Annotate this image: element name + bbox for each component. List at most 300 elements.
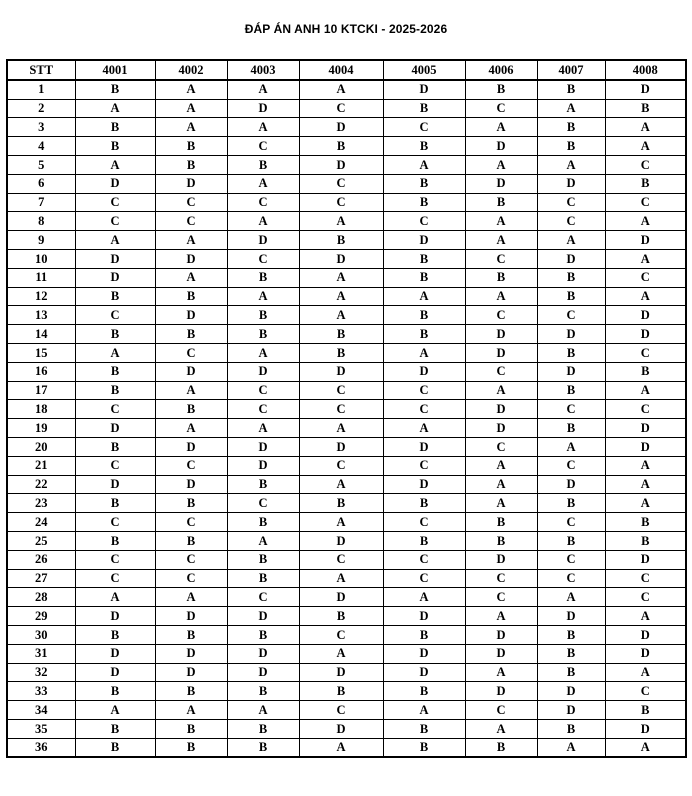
answer-cell: B bbox=[383, 174, 465, 193]
answer-cell: C bbox=[155, 456, 227, 475]
answer-cell: D bbox=[465, 419, 537, 438]
column-header-exam-code: 4003 bbox=[227, 60, 299, 80]
answer-cell: D bbox=[465, 137, 537, 156]
answer-cell: A bbox=[75, 343, 155, 362]
answer-cell: D bbox=[605, 80, 686, 99]
table-row bbox=[7, 174, 686, 193]
question-number-cell: 10 bbox=[7, 249, 75, 268]
answer-cell: C bbox=[537, 456, 605, 475]
answer-cell: B bbox=[383, 193, 465, 212]
answer-cell: B bbox=[537, 381, 605, 400]
answer-cell: B bbox=[605, 531, 686, 550]
answer-cell: D bbox=[537, 607, 605, 626]
answer-cell: C bbox=[465, 588, 537, 607]
answer-cell: D bbox=[465, 174, 537, 193]
column-header-exam-code: 4001 bbox=[75, 60, 155, 80]
question-number-cell: 1 bbox=[7, 80, 75, 99]
table-row bbox=[7, 137, 686, 156]
answer-cell: A bbox=[383, 419, 465, 438]
answer-cell: A bbox=[299, 644, 383, 663]
answer-cell: A bbox=[155, 701, 227, 720]
answer-cell: B bbox=[155, 494, 227, 513]
answer-cell: D bbox=[155, 249, 227, 268]
answer-cell: D bbox=[383, 607, 465, 626]
answer-cell: C bbox=[75, 569, 155, 588]
answer-cell: B bbox=[227, 569, 299, 588]
answer-cell: B bbox=[299, 607, 383, 626]
table-row bbox=[7, 99, 686, 118]
question-number-cell: 25 bbox=[7, 531, 75, 550]
answer-cell: A bbox=[465, 719, 537, 738]
answer-cell: D bbox=[605, 437, 686, 456]
answer-cell: D bbox=[465, 550, 537, 569]
answer-cell: A bbox=[227, 118, 299, 137]
answer-cell: C bbox=[299, 625, 383, 644]
answer-cell: C bbox=[465, 437, 537, 456]
answer-cell: B bbox=[465, 513, 537, 532]
answer-cell: A bbox=[537, 738, 605, 757]
answer-cell: B bbox=[227, 306, 299, 325]
answer-cell: D bbox=[383, 475, 465, 494]
answer-cell: D bbox=[605, 625, 686, 644]
answer-cell: D bbox=[537, 682, 605, 701]
question-number-cell: 6 bbox=[7, 174, 75, 193]
answer-cell: C bbox=[227, 137, 299, 156]
question-number-cell: 8 bbox=[7, 212, 75, 231]
answer-cell: D bbox=[605, 719, 686, 738]
answer-cell: B bbox=[75, 719, 155, 738]
table-row bbox=[7, 663, 686, 682]
answer-cell: D bbox=[155, 644, 227, 663]
answer-cell: C bbox=[227, 494, 299, 513]
answer-cell: B bbox=[299, 137, 383, 156]
answer-cell: B bbox=[155, 738, 227, 757]
answer-cell: D bbox=[537, 701, 605, 720]
answer-cell: B bbox=[299, 231, 383, 250]
answer-cell: C bbox=[605, 343, 686, 362]
answer-cell: A bbox=[299, 419, 383, 438]
answer-cell: C bbox=[605, 400, 686, 419]
answer-cell: A bbox=[465, 494, 537, 513]
answer-cell: D bbox=[465, 325, 537, 344]
answer-cell: C bbox=[465, 249, 537, 268]
answer-cell: C bbox=[75, 306, 155, 325]
answer-cell: B bbox=[227, 550, 299, 569]
question-number-cell: 24 bbox=[7, 513, 75, 532]
answer-cell: A bbox=[155, 99, 227, 118]
question-number-cell: 36 bbox=[7, 738, 75, 757]
question-number-cell: 19 bbox=[7, 419, 75, 438]
table-row bbox=[7, 494, 686, 513]
answer-cell: C bbox=[605, 682, 686, 701]
question-number-cell: 18 bbox=[7, 400, 75, 419]
answer-cell: B bbox=[537, 494, 605, 513]
answer-cell: A bbox=[383, 155, 465, 174]
answer-cell: C bbox=[299, 456, 383, 475]
answer-cell: D bbox=[299, 155, 383, 174]
answer-cell: D bbox=[227, 231, 299, 250]
answer-cell: A bbox=[155, 268, 227, 287]
answer-cell: C bbox=[299, 400, 383, 419]
answer-cell: B bbox=[75, 531, 155, 550]
answer-cell: B bbox=[465, 268, 537, 287]
answer-cell: A bbox=[605, 137, 686, 156]
answer-cell: A bbox=[299, 287, 383, 306]
answer-cell: D bbox=[537, 362, 605, 381]
answer-cell: D bbox=[155, 607, 227, 626]
answer-cell: D bbox=[383, 437, 465, 456]
answer-cell: D bbox=[383, 231, 465, 250]
answer-cell: C bbox=[299, 381, 383, 400]
answer-cell: A bbox=[383, 588, 465, 607]
answer-cell: B bbox=[537, 663, 605, 682]
answer-cell: A bbox=[155, 231, 227, 250]
answer-cell: D bbox=[299, 531, 383, 550]
column-header-exam-code: 4002 bbox=[155, 60, 227, 80]
answer-cell: D bbox=[75, 607, 155, 626]
answer-cell: C bbox=[465, 701, 537, 720]
answer-cell: A bbox=[155, 80, 227, 99]
question-number-cell: 22 bbox=[7, 475, 75, 494]
question-number-cell: 30 bbox=[7, 625, 75, 644]
table-row bbox=[7, 325, 686, 344]
answer-cell: A bbox=[227, 701, 299, 720]
answer-cell: A bbox=[299, 738, 383, 757]
answer-cell: A bbox=[227, 531, 299, 550]
answer-cell: B bbox=[299, 682, 383, 701]
answer-cell: A bbox=[605, 738, 686, 757]
answer-cell: B bbox=[537, 118, 605, 137]
table-row bbox=[7, 193, 686, 212]
question-number-cell: 3 bbox=[7, 118, 75, 137]
answer-cell: B bbox=[383, 249, 465, 268]
answer-cell: C bbox=[75, 550, 155, 569]
answer-cell: D bbox=[465, 343, 537, 362]
answer-cell: B bbox=[75, 80, 155, 99]
answer-cell: B bbox=[75, 625, 155, 644]
table-row bbox=[7, 531, 686, 550]
answer-cell: B bbox=[537, 343, 605, 362]
answer-cell: A bbox=[465, 456, 537, 475]
answer-cell: A bbox=[465, 381, 537, 400]
answer-cell: D bbox=[299, 118, 383, 137]
answer-cell: B bbox=[383, 738, 465, 757]
answer-cell: B bbox=[227, 682, 299, 701]
answer-cell: D bbox=[299, 437, 383, 456]
answer-cell: B bbox=[227, 513, 299, 532]
answer-cell: B bbox=[537, 625, 605, 644]
answer-cell: C bbox=[75, 513, 155, 532]
question-number-cell: 12 bbox=[7, 287, 75, 306]
answer-cell: C bbox=[227, 400, 299, 419]
answer-cell: C bbox=[537, 513, 605, 532]
answer-cell: B bbox=[383, 625, 465, 644]
question-number-cell: 23 bbox=[7, 494, 75, 513]
answer-cell: A bbox=[75, 99, 155, 118]
answer-cell: A bbox=[537, 588, 605, 607]
answer-cell: B bbox=[383, 137, 465, 156]
answer-cell: C bbox=[75, 456, 155, 475]
answer-cell: A bbox=[299, 306, 383, 325]
answer-cell: B bbox=[537, 719, 605, 738]
answer-cell: D bbox=[227, 663, 299, 682]
answer-cell: D bbox=[75, 268, 155, 287]
question-number-cell: 14 bbox=[7, 325, 75, 344]
answer-cell: D bbox=[605, 231, 686, 250]
answer-cell: C bbox=[75, 193, 155, 212]
question-number-cell: 32 bbox=[7, 663, 75, 682]
answer-cell: B bbox=[605, 701, 686, 720]
table-row bbox=[7, 343, 686, 362]
table-row bbox=[7, 306, 686, 325]
answer-cell: A bbox=[155, 118, 227, 137]
answer-cell: B bbox=[465, 531, 537, 550]
answer-key-table bbox=[6, 59, 687, 758]
question-number-cell: 11 bbox=[7, 268, 75, 287]
question-number-cell: 35 bbox=[7, 719, 75, 738]
column-header-exam-code: 4008 bbox=[605, 60, 686, 80]
answer-cell: C bbox=[299, 193, 383, 212]
answer-cell: A bbox=[537, 231, 605, 250]
answer-cell: C bbox=[227, 193, 299, 212]
answer-cell: B bbox=[155, 325, 227, 344]
answer-cell: D bbox=[155, 663, 227, 682]
answer-cell: C bbox=[605, 588, 686, 607]
answer-cell: D bbox=[605, 419, 686, 438]
answer-cell: C bbox=[299, 174, 383, 193]
answer-cell: B bbox=[75, 381, 155, 400]
answer-cell: C bbox=[465, 99, 537, 118]
answer-cell: D bbox=[155, 362, 227, 381]
answer-cell: A bbox=[299, 569, 383, 588]
table-row bbox=[7, 287, 686, 306]
answer-cell: A bbox=[75, 701, 155, 720]
answer-cell: C bbox=[383, 569, 465, 588]
table-row bbox=[7, 550, 686, 569]
answer-cell: B bbox=[75, 738, 155, 757]
answer-cell: C bbox=[537, 550, 605, 569]
answer-cell: D bbox=[75, 419, 155, 438]
answer-cell: A bbox=[227, 212, 299, 231]
answer-cell: B bbox=[227, 625, 299, 644]
answer-cell: D bbox=[75, 174, 155, 193]
answer-cell: A bbox=[299, 212, 383, 231]
question-number-cell: 13 bbox=[7, 306, 75, 325]
question-number-cell: 26 bbox=[7, 550, 75, 569]
table-row bbox=[7, 381, 686, 400]
table-row bbox=[7, 569, 686, 588]
answer-cell: D bbox=[75, 249, 155, 268]
answer-cell: A bbox=[227, 419, 299, 438]
answer-cell: D bbox=[605, 325, 686, 344]
answer-cell: D bbox=[299, 719, 383, 738]
answer-cell: C bbox=[537, 569, 605, 588]
answer-cell: B bbox=[155, 682, 227, 701]
table-row bbox=[7, 607, 686, 626]
answer-cell: C bbox=[537, 193, 605, 212]
answer-cell: A bbox=[605, 212, 686, 231]
answer-cell: C bbox=[605, 569, 686, 588]
answer-cell: D bbox=[155, 306, 227, 325]
answer-cell: D bbox=[299, 588, 383, 607]
answer-cell: B bbox=[465, 738, 537, 757]
answer-cell: A bbox=[299, 513, 383, 532]
answer-cell: C bbox=[155, 550, 227, 569]
answer-cell: D bbox=[227, 362, 299, 381]
answer-cell: A bbox=[605, 287, 686, 306]
answer-cell: A bbox=[605, 456, 686, 475]
answer-cell: D bbox=[383, 644, 465, 663]
table-header-row bbox=[7, 60, 686, 80]
question-number-cell: 15 bbox=[7, 343, 75, 362]
answer-cell: A bbox=[605, 494, 686, 513]
answer-cell: D bbox=[537, 249, 605, 268]
answer-cell: B bbox=[155, 625, 227, 644]
table-row bbox=[7, 155, 686, 174]
answer-cell: D bbox=[465, 644, 537, 663]
answer-cell: A bbox=[227, 80, 299, 99]
answer-cell: D bbox=[537, 174, 605, 193]
answer-cell: A bbox=[299, 475, 383, 494]
table-row bbox=[7, 118, 686, 137]
table-row bbox=[7, 362, 686, 381]
table-row bbox=[7, 268, 686, 287]
answer-cell: D bbox=[383, 80, 465, 99]
table-body bbox=[7, 80, 686, 758]
table-row bbox=[7, 738, 686, 757]
answer-cell: B bbox=[155, 719, 227, 738]
answer-cell: B bbox=[605, 362, 686, 381]
answer-cell: A bbox=[465, 663, 537, 682]
answer-cell: A bbox=[227, 287, 299, 306]
answer-cell: C bbox=[537, 306, 605, 325]
page-title: ĐÁP ÁN ANH 10 KTCKI - 2025-2026 bbox=[244, 22, 448, 36]
answer-cell: A bbox=[605, 381, 686, 400]
question-number-cell: 5 bbox=[7, 155, 75, 174]
answer-cell: B bbox=[227, 155, 299, 174]
answer-cell: A bbox=[465, 475, 537, 494]
answer-cell: A bbox=[465, 155, 537, 174]
answer-cell: A bbox=[155, 381, 227, 400]
column-header-exam-code: 4005 bbox=[383, 60, 465, 80]
answer-cell: A bbox=[465, 212, 537, 231]
answer-cell: C bbox=[465, 362, 537, 381]
answer-cell: C bbox=[383, 118, 465, 137]
answer-cell: A bbox=[465, 287, 537, 306]
answer-cell: B bbox=[605, 99, 686, 118]
answer-cell: C bbox=[155, 569, 227, 588]
answer-cell: C bbox=[227, 249, 299, 268]
answer-cell: A bbox=[605, 475, 686, 494]
table-row bbox=[7, 701, 686, 720]
answer-cell: B bbox=[383, 682, 465, 701]
question-number-cell: 7 bbox=[7, 193, 75, 212]
answer-cell: D bbox=[227, 99, 299, 118]
answer-cell: B bbox=[155, 531, 227, 550]
table-row bbox=[7, 682, 686, 701]
answer-cell: B bbox=[299, 325, 383, 344]
answer-cell: A bbox=[465, 231, 537, 250]
question-number-cell: 28 bbox=[7, 588, 75, 607]
table-row bbox=[7, 644, 686, 663]
answer-cell: C bbox=[75, 212, 155, 231]
answer-cell: D bbox=[465, 625, 537, 644]
answer-cell: D bbox=[227, 644, 299, 663]
answer-cell: B bbox=[383, 531, 465, 550]
answer-cell: B bbox=[383, 494, 465, 513]
answer-cell: B bbox=[75, 494, 155, 513]
answer-cell: D bbox=[75, 475, 155, 494]
answer-cell: C bbox=[383, 400, 465, 419]
answer-cell: C bbox=[383, 550, 465, 569]
answer-cell: C bbox=[227, 588, 299, 607]
answer-cell: A bbox=[75, 588, 155, 607]
question-number-cell: 27 bbox=[7, 569, 75, 588]
answer-cell: B bbox=[227, 268, 299, 287]
answer-cell: B bbox=[155, 137, 227, 156]
answer-cell: B bbox=[537, 419, 605, 438]
answer-cell: B bbox=[537, 80, 605, 99]
answer-cell: B bbox=[537, 287, 605, 306]
answer-cell: B bbox=[75, 118, 155, 137]
answer-cell: D bbox=[75, 663, 155, 682]
answer-cell: C bbox=[465, 569, 537, 588]
answer-cell: A bbox=[383, 343, 465, 362]
answer-cell: B bbox=[227, 719, 299, 738]
answer-cell: B bbox=[383, 306, 465, 325]
question-number-cell: 34 bbox=[7, 701, 75, 720]
answer-cell: B bbox=[299, 343, 383, 362]
answer-cell: A bbox=[605, 607, 686, 626]
answer-cell: C bbox=[299, 701, 383, 720]
answer-cell: B bbox=[383, 325, 465, 344]
answer-cell: D bbox=[605, 644, 686, 663]
answer-cell: B bbox=[383, 719, 465, 738]
answer-cell: C bbox=[605, 193, 686, 212]
answer-cell: D bbox=[227, 437, 299, 456]
question-number-cell: 9 bbox=[7, 231, 75, 250]
question-number-cell: 16 bbox=[7, 362, 75, 381]
answer-cell: D bbox=[383, 663, 465, 682]
answer-cell: A bbox=[605, 118, 686, 137]
table-row bbox=[7, 249, 686, 268]
table-row bbox=[7, 456, 686, 475]
answer-cell: A bbox=[537, 437, 605, 456]
table-row bbox=[7, 231, 686, 250]
answer-cell: A bbox=[605, 663, 686, 682]
answer-cell: A bbox=[227, 343, 299, 362]
answer-cell: C bbox=[299, 99, 383, 118]
answer-cell: C bbox=[383, 381, 465, 400]
answer-cell: C bbox=[155, 193, 227, 212]
answer-cell: B bbox=[537, 137, 605, 156]
answer-cell: A bbox=[537, 155, 605, 174]
answer-cell: D bbox=[155, 475, 227, 494]
answer-cell: C bbox=[299, 550, 383, 569]
question-number-cell: 21 bbox=[7, 456, 75, 475]
answer-cell: B bbox=[227, 325, 299, 344]
question-number-cell: 2 bbox=[7, 99, 75, 118]
question-number-cell: 17 bbox=[7, 381, 75, 400]
answer-cell: C bbox=[605, 155, 686, 174]
question-number-cell: 4 bbox=[7, 137, 75, 156]
answer-cell: D bbox=[465, 400, 537, 419]
table-row bbox=[7, 475, 686, 494]
answer-cell: D bbox=[299, 249, 383, 268]
question-number-cell: 31 bbox=[7, 644, 75, 663]
answer-cell: C bbox=[537, 400, 605, 419]
answer-cell: D bbox=[383, 362, 465, 381]
